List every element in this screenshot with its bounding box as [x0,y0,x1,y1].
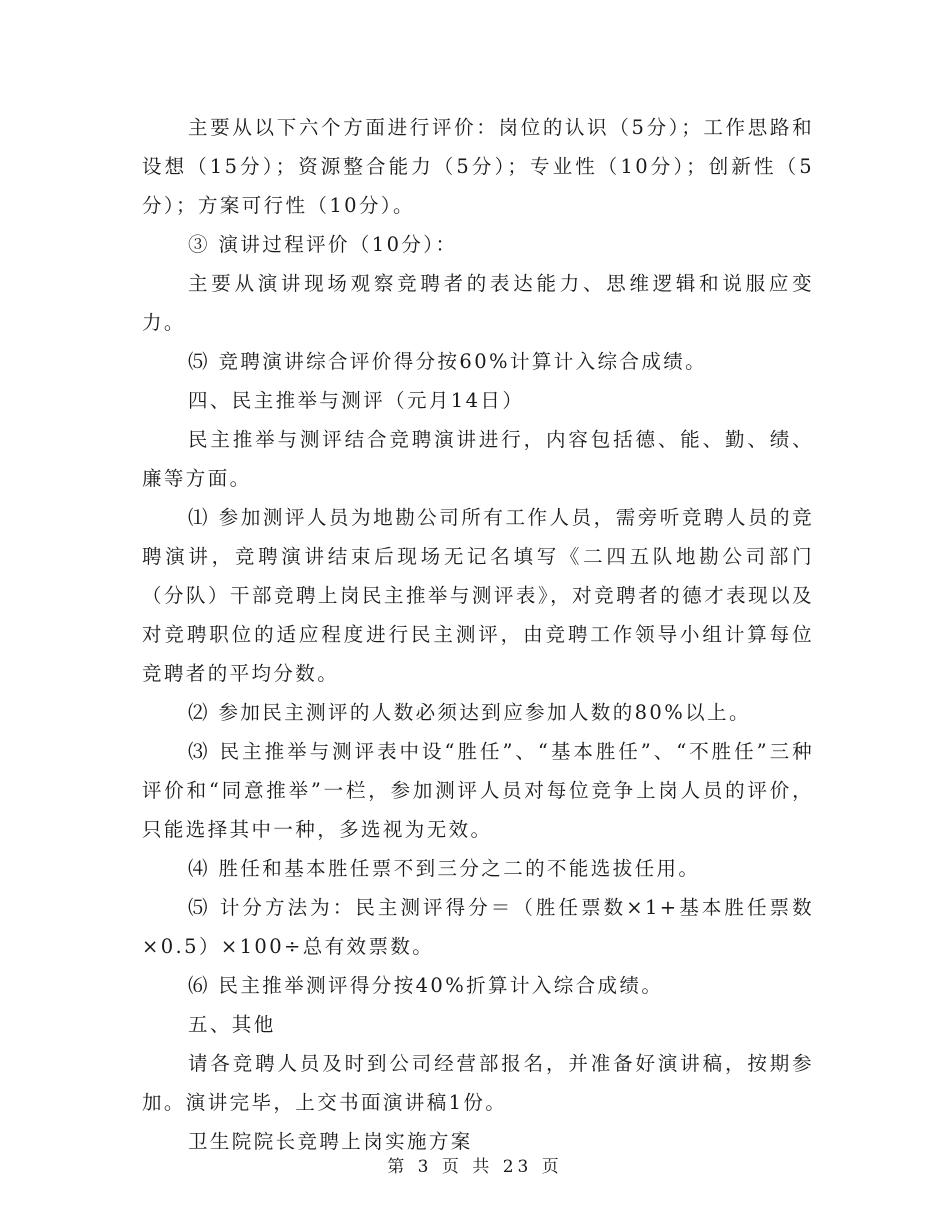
paragraph-evaluation-item-4: ⑷ 胜任和基本胜任票不到三分之二的不能选拔任用。 [188,857,701,880]
paragraph-evaluation-item-2: ⑵ 参加民主测评的人数必须达到应参加人数的80%以上。 [188,701,751,724]
paragraph-speech-process-heading: ③ 演讲过程评价（10分）： [188,233,458,256]
paragraph-evaluation-item-1: ⑴ 参加测评人员为地勘公司所有工作人员，需旁听竞聘人员的竞聘演讲，竞聘演讲结束后现场无记名填写《二四五队地勘公司部门（分队）干部竞聘上岗民主推举与测评表》，对竞聘者的德才表现以及对竞聘职位的适应程度进行民主测评，由竞聘工作领导小组计算每位竞聘者的平均分数。 [142,506,814,685]
page-number-footer: 第 3 页 共 23 页 [387,1157,563,1177]
paragraph-evaluation-item-5: ⑸ 计分方法为：民主测评得分＝（胜任票数×1+基本胜任票数×0.5）×100÷总有效票数。 [142,896,814,958]
paragraph-other-instructions: 请各竞聘人员及时到公司经营部报名，并准备好演讲稿，按期参加。演讲完毕，上交书面演讲稿1份。 [142,1052,814,1114]
paragraph-evaluation-item-3: ⑶ 民主推举与测评表中设“胜任”、“基本胜任”、“不胜任”三种评价和“同意推举”一栏，参加测评人员对每位竞争上岗人员的评价，只能选择其中一种，多选视为无效。 [142,740,814,841]
section-heading-other: 五、其他 [188,1013,276,1036]
document-body [142,108,814,1161]
section-heading-democratic-evaluation: 四、民主推举与测评（元月14日） [188,389,525,412]
paragraph-democratic-evaluation-intro: 民主推举与测评结合竞聘演讲进行，内容包括德、能、勤、绩、廉等方面。 [142,428,814,490]
paragraph-speech-score-weight: ⑸ 竞聘演讲综合评价得分按60%计算计入综合成绩。 [188,350,708,373]
paragraph-evaluation-item-6: ⑹ 民主推举测评得分按40%折算计入综合成绩。 [188,974,664,997]
paragraph-evaluation-aspects: 主要从以下六个方面进行评价：岗位的认识（5分）；工作思路和设想（15分）；资源整合能力（5分）；专业性（10分）；创新性（5分）；方案可行性（10分）。 [142,116,814,217]
paragraph-next-document-title: 卫生院院长竞聘上岗实施方案 [188,1130,473,1153]
paragraph-speech-process-detail: 主要从演讲现场观察竞聘者的表达能力、思维逻辑和说服应变力。 [142,272,814,334]
